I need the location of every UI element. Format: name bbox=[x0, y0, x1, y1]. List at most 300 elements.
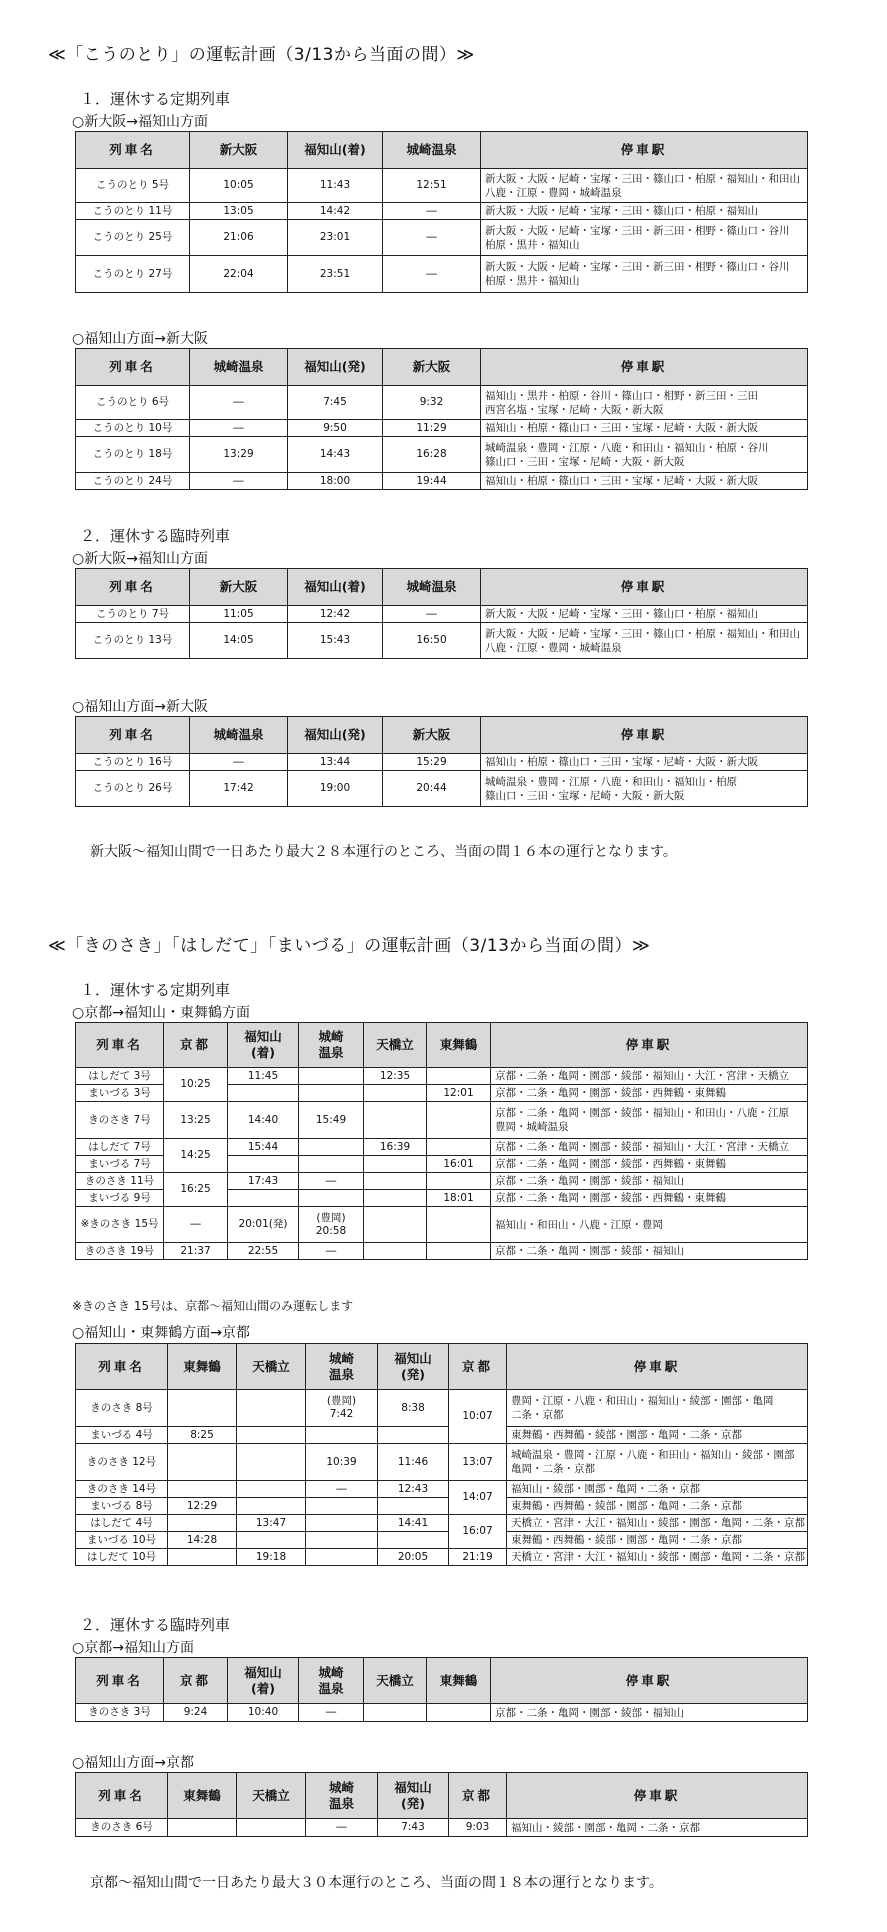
table-row bbox=[76, 1515, 808, 1532]
t5-h-kino-sub: 温泉 bbox=[318, 1045, 344, 1060]
time-cell: 14:43 bbox=[288, 437, 383, 473]
stops-line: 八鹿・江原・豊岡・城崎温泉 bbox=[485, 641, 622, 654]
t1-h-train: 列車名 bbox=[76, 132, 190, 169]
time-cell bbox=[364, 1190, 427, 1207]
time-cell: 10:40 bbox=[228, 1704, 299, 1722]
table-row bbox=[76, 437, 808, 473]
table-row bbox=[76, 1102, 808, 1139]
t2-table bbox=[75, 348, 808, 490]
train-name: きのさき 7号 bbox=[76, 1102, 164, 1139]
t5-h-fuku-label: 福知山 bbox=[244, 1029, 282, 1044]
section1-title: ≪「こうのとり」の運転計画（3/13から当面の間）≫ bbox=[48, 45, 475, 65]
time-cell bbox=[378, 1427, 449, 1444]
time-cell: 12:43 bbox=[378, 1481, 449, 1498]
stops-line: 亀岡・二条・京都 bbox=[511, 1463, 595, 1475]
stops-cell: 東舞鶴・西舞鶴・綾部・園部・亀岡・二条・京都 bbox=[507, 1427, 808, 1444]
train-name: きのさき 3号 bbox=[76, 1704, 164, 1722]
time-cell: 19:00 bbox=[288, 771, 383, 807]
time-cell: 23:51 bbox=[288, 256, 383, 293]
train-name: こうのとり 26号 bbox=[76, 771, 190, 807]
t4-h-c3: 新大阪 bbox=[383, 717, 481, 754]
time-cell: 15:43 bbox=[288, 623, 383, 659]
train-name: こうのとり 24号 bbox=[76, 473, 190, 490]
t3-table bbox=[75, 568, 808, 659]
time-cell bbox=[299, 1156, 364, 1173]
t5-h-higashi: 東舞鶴 bbox=[427, 1023, 491, 1068]
stops-cell: 福知山・柏原・篠山口・三田・宝塚・尼崎・大阪・新大阪 bbox=[481, 754, 808, 771]
t2-h-c1: 城崎温泉 bbox=[190, 349, 288, 386]
t5-footnote: ※きのさき 15号は、京都～福知山間のみ運転します bbox=[72, 1299, 354, 1313]
stops-cell bbox=[507, 1444, 808, 1481]
table-row bbox=[76, 1819, 808, 1837]
train-name: まいづる 7号 bbox=[76, 1156, 164, 1173]
train-name: きのさき 19号 bbox=[76, 1243, 164, 1260]
t3-h-c3: 城崎温泉 bbox=[383, 569, 481, 606]
time-cell: 20:01(発) bbox=[228, 1207, 299, 1243]
table-row bbox=[76, 1139, 808, 1156]
time-cell: 17:42 bbox=[190, 771, 288, 807]
time-cell: 7:45 bbox=[288, 386, 383, 420]
train-name: こうのとり 27号 bbox=[76, 256, 190, 293]
time-cell bbox=[364, 1085, 427, 1102]
time-cell: ― bbox=[383, 256, 481, 293]
t2-h-stops: 停車駅 bbox=[481, 349, 808, 386]
time-cell: 8:38 bbox=[378, 1390, 449, 1427]
stops-line: 柏原・黒井・福知山 bbox=[485, 275, 580, 287]
t6-h-kino-sub: 温泉 bbox=[328, 1366, 354, 1382]
t7-h-stops: 停車駅 bbox=[491, 1658, 808, 1704]
table-row bbox=[76, 473, 808, 490]
time-cell: ― bbox=[306, 1819, 378, 1837]
t3-h-c1: 新大阪 bbox=[190, 569, 288, 606]
time-cell bbox=[427, 1139, 491, 1156]
time-cell bbox=[378, 1532, 449, 1549]
stops-cell: 京都・二条・亀岡・園部・綾部・福知山・大江・宮津・天橋立 bbox=[491, 1068, 808, 1085]
train-name: ※きのさき 15号 bbox=[76, 1207, 164, 1243]
time-cell: 12:42 bbox=[288, 606, 383, 623]
t6-direction: ○福知山・東舞鶴方面→京都 bbox=[72, 1325, 250, 1341]
time-cell bbox=[306, 1532, 378, 1549]
train-name: まいづる 4号 bbox=[76, 1427, 168, 1444]
time-cell bbox=[237, 1819, 306, 1837]
t7-h-fuku-label: 福知山 bbox=[244, 1664, 282, 1680]
t8-h-kino-label: 城崎 bbox=[328, 1779, 354, 1795]
table-row bbox=[76, 606, 808, 623]
stops-cell: 天橋立・宮津・大江・福知山・綾部・園部・亀岡・二条・京都 bbox=[507, 1549, 808, 1566]
time-cell: 22:04 bbox=[190, 256, 288, 293]
t6-h-stops: 停車駅 bbox=[507, 1344, 808, 1390]
t1-direction: ○新大阪→福知山方面 bbox=[72, 114, 208, 130]
stops-line: 八鹿・江原・豊岡・城崎温泉 bbox=[485, 186, 622, 199]
section1-regular-heading: １．運休する定期列車 bbox=[80, 90, 231, 108]
time-value: 20:58 bbox=[315, 1224, 347, 1237]
time-cell: 11:43 bbox=[288, 169, 383, 203]
time-cell: 9:24 bbox=[164, 1704, 228, 1722]
time-cell: ― bbox=[383, 220, 481, 256]
time-cell: 10:39 bbox=[306, 1444, 378, 1481]
t5-h-fuku bbox=[228, 1023, 299, 1068]
table-row bbox=[76, 623, 808, 659]
t6-h-fuku-sub: (発) bbox=[401, 1366, 425, 1382]
time-cell bbox=[364, 1102, 427, 1139]
t1-h-c1: 新大阪 bbox=[190, 132, 288, 169]
stops-line: 城崎温泉・豊岡・江原・八鹿・和田山・福知山・柏原・谷川 bbox=[485, 441, 769, 454]
train-name: こうのとり 10号 bbox=[76, 420, 190, 437]
t2-h-c2: 福知山(発) bbox=[288, 349, 383, 386]
time-cell: 15:49 bbox=[299, 1102, 364, 1139]
table-row bbox=[76, 771, 808, 807]
time-cell: 20:05 bbox=[378, 1549, 449, 1566]
train-name: きのさき 8号 bbox=[76, 1390, 168, 1427]
time-cell bbox=[427, 1068, 491, 1085]
t1-h-c2: 福知山(着) bbox=[288, 132, 383, 169]
time-cell bbox=[168, 1819, 237, 1837]
time-cell: 23:01 bbox=[288, 220, 383, 256]
stops-line: 福知山・黒井・柏原・谷川・篠山口・相野・新三田・三田 bbox=[485, 389, 758, 402]
time-cell bbox=[299, 1207, 364, 1243]
train-name: きのさき 11号 bbox=[76, 1173, 164, 1190]
time-cell bbox=[427, 1243, 491, 1260]
table-row bbox=[76, 420, 808, 437]
stops-cell bbox=[481, 169, 808, 203]
time-cell: 11:46 bbox=[378, 1444, 449, 1481]
train-name: はしだて 3号 bbox=[76, 1068, 164, 1085]
time-cell bbox=[168, 1515, 237, 1532]
table-row bbox=[76, 1173, 808, 1190]
stops-cell bbox=[491, 1102, 808, 1139]
time-cell: ― bbox=[190, 386, 288, 420]
t4-direction: ○福知山方面→新大阪 bbox=[72, 699, 208, 715]
t2-h-c3: 新大阪 bbox=[383, 349, 481, 386]
time-cell: ― bbox=[299, 1243, 364, 1260]
stops-cell: 東舞鶴・西舞鶴・綾部・園部・亀岡・二条・京都 bbox=[507, 1532, 808, 1549]
time-cell: 21:37 bbox=[164, 1243, 228, 1260]
time-cell bbox=[427, 1173, 491, 1190]
t3-h-c2: 福知山(着) bbox=[288, 569, 383, 606]
time-cell: 21:06 bbox=[190, 220, 288, 256]
t4-h-c1: 城崎温泉 bbox=[190, 717, 288, 754]
t5-direction: ○京都→福知山・東舞鶴方面 bbox=[72, 1005, 250, 1021]
section2-special-heading: ２．運休する臨時列車 bbox=[80, 1616, 231, 1634]
t6-h-train: 列車名 bbox=[76, 1344, 168, 1390]
stops-cell: 福知山・綾部・園部・亀岡・二条・京都 bbox=[507, 1481, 808, 1498]
time-cell bbox=[364, 1156, 427, 1173]
stops-cell: 天橋立・宮津・大江・福知山・綾部・園部・亀岡・二条・京都 bbox=[507, 1515, 808, 1532]
time-cell bbox=[306, 1390, 378, 1427]
time-cell: 11:05 bbox=[190, 606, 288, 623]
t6-table bbox=[75, 1343, 808, 1566]
time-cell bbox=[237, 1427, 306, 1444]
time-cell bbox=[228, 1190, 299, 1207]
t6-h-fuku-label: 福知山 bbox=[394, 1350, 432, 1366]
stops-cell bbox=[481, 771, 808, 807]
time-cell: 9:03 bbox=[449, 1819, 507, 1837]
time-cell: 17:43 bbox=[228, 1173, 299, 1190]
time-cell bbox=[237, 1481, 306, 1498]
time-cell: 9:50 bbox=[288, 420, 383, 437]
t2-h-train: 列車名 bbox=[76, 349, 190, 386]
t6-h-kyoto: 京都 bbox=[449, 1344, 507, 1390]
t4-h-c2: 福知山(発) bbox=[288, 717, 383, 754]
time-cell: 13:25 bbox=[164, 1102, 228, 1139]
section2-title: ≪「きのさき」「はしだて」「まいづる」の運転計画（3/13から当面の間）≫ bbox=[48, 936, 651, 956]
time-cell: 22:55 bbox=[228, 1243, 299, 1260]
time-cell: 13:07 bbox=[449, 1444, 507, 1481]
t7-h-fuku-sub: (着) bbox=[251, 1680, 275, 1696]
t5-h-train: 列車名 bbox=[76, 1023, 164, 1068]
time-cell: 19:44 bbox=[383, 473, 481, 490]
table-row bbox=[76, 386, 808, 420]
time-cell bbox=[306, 1549, 378, 1566]
time-cell: ― bbox=[190, 473, 288, 490]
t1-h-c3: 城崎温泉 bbox=[383, 132, 481, 169]
t5-table bbox=[75, 1022, 808, 1260]
time-cell: ― bbox=[383, 203, 481, 220]
t3-h-stops: 停車駅 bbox=[481, 569, 808, 606]
stops-line: 二条・京都 bbox=[511, 1409, 564, 1421]
time-cell: 21:19 bbox=[449, 1549, 507, 1566]
time-cell bbox=[168, 1549, 237, 1566]
t2-direction: ○福知山方面→新大阪 bbox=[72, 331, 208, 347]
time-cell: 18:00 bbox=[288, 473, 383, 490]
stops-cell: 新大阪・大阪・尼崎・宝塚・三田・篠山口・柏原・福知山 bbox=[481, 203, 808, 220]
train-name: きのさき 6号 bbox=[76, 1819, 168, 1837]
t7-h-fuku bbox=[228, 1658, 299, 1704]
stops-line: 豊岡・江原・八鹿・和田山・福知山・綾部・園部・亀岡 bbox=[511, 1395, 774, 1407]
time-cell bbox=[299, 1190, 364, 1207]
table-row bbox=[76, 220, 808, 256]
t8-h-kino-sub: 温泉 bbox=[328, 1795, 354, 1811]
t4-h-train: 列車名 bbox=[76, 717, 190, 754]
stops-line: 新大阪・大阪・尼崎・宝塚・三田・新三田・相野・篠山口・谷川 bbox=[485, 261, 790, 273]
t4-table bbox=[75, 716, 808, 807]
time-cell bbox=[364, 1207, 427, 1243]
t1-table bbox=[75, 131, 808, 293]
time-cell: ― bbox=[299, 1704, 364, 1722]
station-label: (豊岡) bbox=[326, 1395, 357, 1407]
stops-line: 篠山口・三田・宝塚・尼崎・大阪・新大阪 bbox=[485, 455, 685, 468]
table-row bbox=[76, 1444, 808, 1481]
time-cell bbox=[306, 1515, 378, 1532]
t7-h-kino-label: 城崎 bbox=[318, 1664, 344, 1680]
time-cell: 19:18 bbox=[237, 1549, 306, 1566]
t8-h-kyoto: 京都 bbox=[449, 1773, 507, 1819]
stops-cell: 福知山・綾部・園部・亀岡・二条・京都 bbox=[507, 1819, 808, 1837]
stops-cell: 京都・二条・亀岡・園部・綾部・西舞鶴・東舞鶴 bbox=[491, 1085, 808, 1102]
stops-line: 城崎温泉・豊岡・江原・八鹿・和田山・福知山・柏原 bbox=[485, 775, 737, 788]
stops-cell: 京都・二条・亀岡・園部・綾部・西舞鶴・東舞鶴 bbox=[491, 1190, 808, 1207]
train-name: きのさき 14号 bbox=[76, 1481, 168, 1498]
time-cell: 10:07 bbox=[449, 1390, 507, 1444]
time-cell bbox=[168, 1444, 237, 1481]
stops-cell: 京都・二条・亀岡・園部・綾部・福知山 bbox=[491, 1704, 808, 1722]
t7-direction: ○京都→福知山方面 bbox=[72, 1640, 194, 1656]
t7-h-higashi: 東舞鶴 bbox=[427, 1658, 491, 1704]
time-cell bbox=[237, 1532, 306, 1549]
time-cell bbox=[299, 1085, 364, 1102]
time-cell: 12:35 bbox=[364, 1068, 427, 1085]
t7-h-train: 列車名 bbox=[76, 1658, 164, 1704]
time-cell: 10:05 bbox=[190, 169, 288, 203]
stops-cell: 京都・二条・亀岡・園部・綾部・福知山・大江・宮津・天橋立 bbox=[491, 1139, 808, 1156]
time-value: 7:42 bbox=[329, 1408, 354, 1420]
time-cell bbox=[168, 1481, 237, 1498]
stops-line: 西宮名塩・宝塚・尼崎・大阪・新大阪 bbox=[485, 403, 664, 416]
train-name: まいづる 9号 bbox=[76, 1190, 164, 1207]
train-name: きのさき 12号 bbox=[76, 1444, 168, 1481]
stops-cell: 福知山・柏原・篠山口・三田・宝塚・尼崎・大阪・新大阪 bbox=[481, 473, 808, 490]
t8-h-train: 列車名 bbox=[76, 1773, 168, 1819]
time-cell bbox=[237, 1390, 306, 1427]
station-label: (豊岡) bbox=[316, 1211, 346, 1224]
t6-h-ama: 天橋立 bbox=[237, 1344, 306, 1390]
t5-h-ama: 天橋立 bbox=[364, 1023, 427, 1068]
time-cell: 10:25 bbox=[164, 1068, 228, 1102]
time-cell: 14:25 bbox=[164, 1139, 228, 1173]
stops-cell bbox=[481, 623, 808, 659]
time-cell: 12:29 bbox=[168, 1498, 237, 1515]
time-cell: ― bbox=[306, 1481, 378, 1498]
time-cell: 18:01 bbox=[427, 1190, 491, 1207]
train-name: こうのとり 16号 bbox=[76, 754, 190, 771]
train-name: こうのとり 7号 bbox=[76, 606, 190, 623]
table-row bbox=[76, 1532, 808, 1549]
train-name: はしだて 7号 bbox=[76, 1139, 164, 1156]
t3-direction: ○新大阪→福知山方面 bbox=[72, 551, 208, 567]
time-cell: 13:29 bbox=[190, 437, 288, 473]
table-row bbox=[76, 1481, 808, 1498]
train-name: はしだて 4号 bbox=[76, 1515, 168, 1532]
time-cell: 13:05 bbox=[190, 203, 288, 220]
stops-cell: 京都・二条・亀岡・園部・綾部・福知山 bbox=[491, 1243, 808, 1260]
time-cell: 12:01 bbox=[427, 1085, 491, 1102]
t7-h-ama: 天橋立 bbox=[364, 1658, 427, 1704]
table-row bbox=[76, 1207, 808, 1243]
section1-note: 新大阪～福知山間で一日あたり最大２８本運行のところ、当面の間１６本の運行となります。 bbox=[90, 844, 677, 860]
section2-regular-heading: １．運休する定期列車 bbox=[80, 981, 231, 999]
stops-cell: 福知山・柏原・篠山口・三田・宝塚・尼崎・大阪・新大阪 bbox=[481, 420, 808, 437]
train-name: まいづる 10号 bbox=[76, 1532, 168, 1549]
table-row bbox=[76, 1549, 808, 1566]
t6-h-higashi: 東舞鶴 bbox=[168, 1344, 237, 1390]
train-name: こうのとり 13号 bbox=[76, 623, 190, 659]
time-cell: ― bbox=[383, 606, 481, 623]
t8-h-ama: 天橋立 bbox=[237, 1773, 306, 1819]
time-cell: 14:42 bbox=[288, 203, 383, 220]
table-row bbox=[76, 1427, 808, 1444]
time-cell: ― bbox=[190, 754, 288, 771]
time-cell: 14:07 bbox=[449, 1481, 507, 1515]
t8-h-kino bbox=[306, 1773, 378, 1819]
time-cell: 13:47 bbox=[237, 1515, 306, 1532]
table-row bbox=[76, 256, 808, 293]
t8-direction: ○福知山方面→京都 bbox=[72, 1755, 194, 1771]
time-cell: 11:29 bbox=[383, 420, 481, 437]
table-row bbox=[76, 1704, 808, 1722]
time-cell bbox=[427, 1207, 491, 1243]
time-cell bbox=[364, 1704, 427, 1722]
time-cell: 16:50 bbox=[383, 623, 481, 659]
time-cell: 13:44 bbox=[288, 754, 383, 771]
train-name: こうのとり 18号 bbox=[76, 437, 190, 473]
stops-cell: 京都・二条・亀岡・園部・綾部・西舞鶴・東舞鶴 bbox=[491, 1156, 808, 1173]
t5-h-kyoto: 京都 bbox=[164, 1023, 228, 1068]
train-name: こうのとり 5号 bbox=[76, 169, 190, 203]
time-cell bbox=[237, 1444, 306, 1481]
table-row bbox=[76, 1068, 808, 1085]
train-name: まいづる 3号 bbox=[76, 1085, 164, 1102]
t5-h-stops: 停車駅 bbox=[491, 1023, 808, 1068]
t5-h-kino bbox=[299, 1023, 364, 1068]
stops-cell: 新大阪・大阪・尼崎・宝塚・三田・篠山口・柏原・福知山 bbox=[481, 606, 808, 623]
stops-cell: 東舞鶴・西舞鶴・綾部・園部・亀岡・二条・京都 bbox=[507, 1498, 808, 1515]
stops-line: 京都・二条・亀岡・園部・綾部・福知山・和田山・八鹿・江原 bbox=[495, 1107, 789, 1119]
stops-cell bbox=[481, 437, 808, 473]
time-cell: 16:01 bbox=[427, 1156, 491, 1173]
t8-h-stops: 停車駅 bbox=[507, 1773, 808, 1819]
t8-h-higashi: 東舞鶴 bbox=[168, 1773, 237, 1819]
time-cell: 11:45 bbox=[228, 1068, 299, 1085]
stops-cell: 京都・二条・亀岡・園部・綾部・福知山 bbox=[491, 1173, 808, 1190]
section2-note: 京都～福知山間で一日あたり最大３０本運行のところ、当面の間１８本の運行となります。 bbox=[90, 1875, 663, 1891]
t8-h-fuku-label: 福知山 bbox=[394, 1779, 432, 1795]
train-name: こうのとり 25号 bbox=[76, 220, 190, 256]
time-cell bbox=[364, 1243, 427, 1260]
time-cell: 14:41 bbox=[378, 1515, 449, 1532]
table-row bbox=[76, 1243, 808, 1260]
time-cell bbox=[427, 1704, 491, 1722]
time-cell bbox=[299, 1068, 364, 1085]
train-name: こうのとり 6号 bbox=[76, 386, 190, 420]
t5-h-kino-label: 城崎 bbox=[318, 1029, 344, 1044]
stops-line: 新大阪・大阪・尼崎・宝塚・三田・篠山口・柏原・福知山・和田山 bbox=[485, 172, 800, 185]
time-cell: 16:28 bbox=[383, 437, 481, 473]
t6-h-fuku bbox=[378, 1344, 449, 1390]
table-row bbox=[76, 169, 808, 203]
stops-cell bbox=[481, 386, 808, 420]
time-cell: ― bbox=[190, 420, 288, 437]
train-name: はしだて 10号 bbox=[76, 1549, 168, 1566]
stops-line: 新大阪・大阪・尼崎・宝塚・三田・新三田・相野・篠山口・谷川 bbox=[485, 224, 790, 237]
t7-table bbox=[75, 1657, 808, 1722]
t7-h-kino bbox=[299, 1658, 364, 1704]
time-cell: 12:51 bbox=[383, 169, 481, 203]
time-cell bbox=[427, 1102, 491, 1139]
stops-cell bbox=[507, 1390, 808, 1427]
stops-cell: 福知山・和田山・八鹿・江原・豊岡 bbox=[491, 1207, 808, 1243]
t8-h-fuku bbox=[378, 1773, 449, 1819]
table-row bbox=[76, 203, 808, 220]
time-cell bbox=[228, 1085, 299, 1102]
t6-h-kino-label: 城崎 bbox=[328, 1350, 354, 1366]
time-cell: 14:05 bbox=[190, 623, 288, 659]
stops-line: 篠山口・三田・宝塚・尼崎・大阪・新大阪 bbox=[485, 789, 685, 802]
table-row bbox=[76, 1498, 808, 1515]
train-name: まいづる 8号 bbox=[76, 1498, 168, 1515]
time-cell: 8:25 bbox=[168, 1427, 237, 1444]
time-cell bbox=[306, 1427, 378, 1444]
time-cell: 16:07 bbox=[449, 1515, 507, 1549]
time-cell: 16:25 bbox=[164, 1173, 228, 1207]
stops-line: 新大阪・大阪・尼崎・宝塚・三田・篠山口・柏原・福知山・和田山 bbox=[485, 627, 800, 640]
table-row bbox=[76, 754, 808, 771]
t3-h-train: 列車名 bbox=[76, 569, 190, 606]
t5-h-fuku-sub: (着) bbox=[251, 1045, 275, 1060]
time-cell: 16:39 bbox=[364, 1139, 427, 1156]
time-cell: 7:43 bbox=[378, 1819, 449, 1837]
time-cell: ― bbox=[164, 1207, 228, 1243]
t7-h-kyoto: 京都 bbox=[164, 1658, 228, 1704]
